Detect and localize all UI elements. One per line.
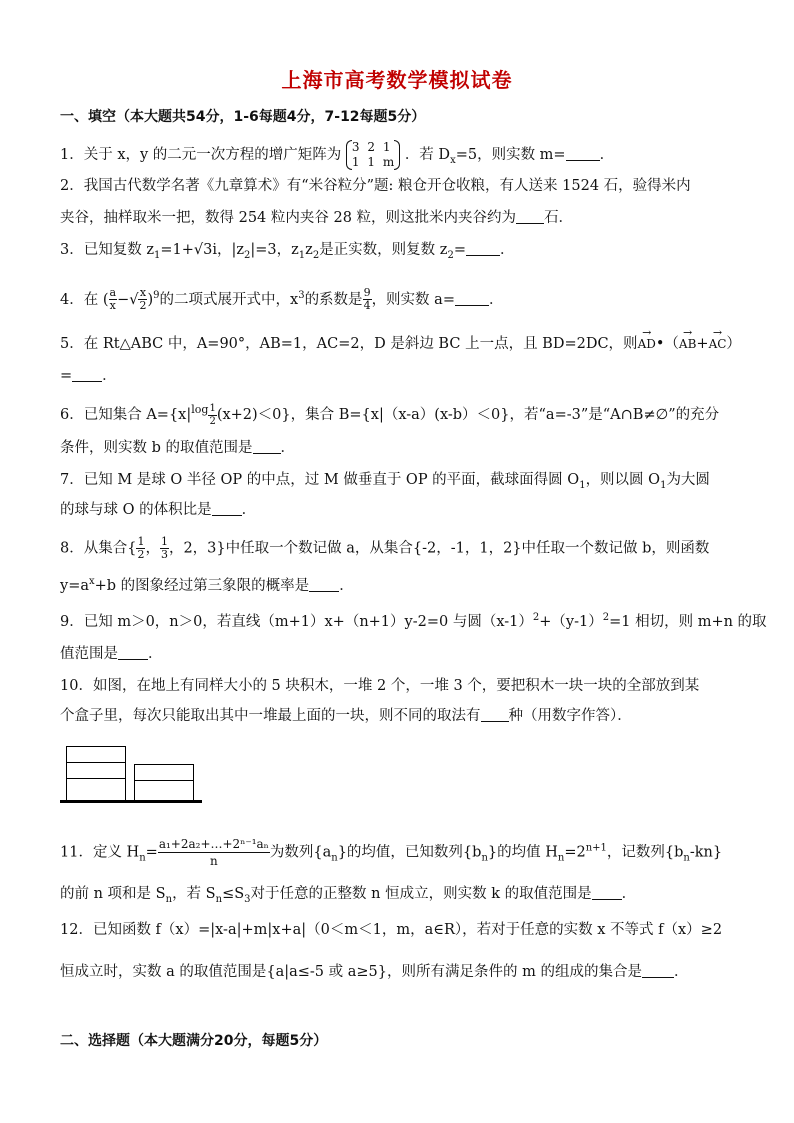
question-10-line-1: 10．如图，在地上有同样大小的 5 块积木，一堆 2 个，一堆 3 个，要把积木一块一块的全部放到某 [60, 678, 700, 694]
q3-s5: 2 [447, 249, 454, 261]
answer-blank [309, 577, 339, 592]
q4-d: 的系数是 [304, 291, 363, 308]
q4-c: 的二项式展开式中，x [159, 291, 299, 308]
q11-sub4: n [557, 852, 565, 864]
q4-exp: 9 [153, 290, 160, 301]
block [134, 780, 194, 801]
vector-ac: → AC [709, 334, 727, 354]
frac-den: 4 [363, 299, 371, 313]
q4-mid: −√ [117, 291, 139, 308]
frac-num: 9 [363, 286, 371, 300]
q2-text: 夹谷，抽样取米一把，数得 254 粒内夹谷 28 粒，则这批米内夹谷约为 [60, 210, 517, 226]
q7-a: 7．已知 M 是球 O 半径 OP 的中点，过 M 做垂直于 OP 的平面，截球面得圆 O [60, 472, 580, 488]
q1-text: 1．关于 x，y 的二元一次方程的增广矩阵为 [60, 147, 342, 163]
question-2-line-1: 2．我国古代数学名著《九章算术》有“米谷粒分”题: 粮仓开仓收粮，有人送来 1524 石，验得米内 [60, 178, 691, 194]
q11-h: -kn} [689, 844, 723, 861]
frac-den: 2 [139, 299, 147, 313]
q5-l2a: = [60, 368, 73, 384]
q3-s2: 2 [244, 249, 251, 261]
q3-g: ． [499, 242, 515, 258]
q11-sub3: n [481, 852, 488, 864]
block [134, 764, 194, 781]
q12-l2a: 恒成立时，实数 a 的取值范围是{a|a≤-5 或 a≥5}，则所有满足条件的 m 的组成的集合是 [60, 964, 642, 980]
frac-num: x [139, 286, 147, 300]
q8-l2c: ． [339, 577, 354, 594]
q9-l2a: 值范围是 [60, 646, 118, 662]
q11-a: 11．定义 H [60, 844, 140, 861]
q11-b: = [145, 844, 158, 861]
question-11-line-2 [60, 884, 636, 910]
frac-den: 3 [160, 548, 168, 561]
fraction [208, 403, 216, 428]
q6-l2b: ． [280, 440, 295, 456]
vector-ab: → AB [679, 334, 696, 354]
q3-s1: 1 [153, 249, 161, 261]
q3-d: z [305, 242, 313, 258]
q4-a: 4．在 ( [60, 291, 109, 308]
fraction [160, 536, 169, 561]
q6-b: (x+2)＜0}，集合 B={x|（x-a）(x-b）＜0}，若“a=-3”是“A∩B≠∅”的充分 [216, 407, 720, 423]
q3-s3: 1 [298, 249, 306, 261]
q10-l2a: 个盒子里，每次只能取出其中一堆最上面的一块，则不同的取法有 [60, 708, 481, 724]
q10-l2b: 种（用数字作答）． [508, 708, 632, 724]
q11-l2s2: n [215, 893, 223, 905]
vector-ad: → AD [638, 334, 656, 354]
q5-plus: + [696, 336, 709, 352]
frac-den: 2 [209, 415, 216, 427]
question-4 [60, 286, 503, 312]
q8-comma: ， [145, 540, 160, 557]
question-11-line-1 [60, 836, 722, 869]
answer-blank [253, 439, 281, 454]
answer-blank [455, 291, 489, 306]
frac-num: a [109, 286, 117, 300]
q8-l2b: +b 的图象经过第三象限的概率是 [94, 577, 310, 594]
answer-blank [481, 707, 509, 722]
section-choice-heading: 二、选择题（本大题满分20分，每题5分） [60, 1033, 328, 1049]
q9-p1: 2 [532, 612, 540, 623]
q11-l2s1: n [165, 893, 173, 905]
block [66, 762, 126, 779]
q6-log: log [191, 403, 209, 416]
q7-l2a: 的球与球 O 的体积比是 [60, 502, 212, 518]
block [66, 746, 126, 763]
q8-sup: x [89, 576, 95, 587]
q11-f: =2 [564, 844, 586, 861]
question-5-line-1 [60, 334, 741, 354]
q4-e: ，则实数 a= [371, 291, 455, 308]
q11-c: 为数列{a [269, 844, 332, 861]
question-5-line-2 [60, 366, 117, 386]
building-blocks-figure [60, 742, 202, 804]
q7-l2b: ． [241, 502, 257, 518]
q7-s2: 1 [660, 479, 667, 491]
q1-text-b: ．若 D [404, 147, 451, 163]
q9-b: +（y-1） [539, 613, 603, 630]
frac-num: 1 [160, 535, 168, 548]
q11-d: }的均值，已知数列{b [337, 844, 482, 861]
answer-blank [72, 367, 102, 382]
q6-a: 6．已知集合 A={x| [60, 407, 192, 423]
augmented-matrix [346, 140, 400, 170]
q8-l2a: y=a [60, 577, 89, 594]
q5-b: •（ [655, 336, 679, 352]
question-2-line-2 [60, 208, 573, 228]
block [66, 778, 126, 801]
question-7-line-2 [60, 500, 256, 520]
q3-c: |=3，z [250, 242, 299, 258]
question-10-line-2 [60, 706, 632, 726]
question-9-line-1 [60, 608, 767, 632]
q11-sub: n [139, 852, 146, 864]
question-8-line-1 [60, 536, 709, 561]
answer-blank [118, 645, 148, 660]
q11-sub5: n [683, 852, 690, 864]
q8-a: 8．从集合{ [60, 540, 137, 557]
q11-l2d: 对于任意的正整数 n 恒成立，则实数 k 的取值范围是 [250, 886, 592, 902]
answer-blank [566, 146, 600, 161]
q3-s4: 2 [312, 249, 320, 261]
matrix-row-1: 3 2 1 [351, 140, 391, 154]
question-8-line-2 [60, 572, 354, 596]
q12-l2b: ． [673, 964, 689, 980]
q11-g: ，记数列{b [606, 844, 684, 861]
fraction [363, 287, 372, 312]
answer-blank [592, 885, 622, 900]
page-title: 上海市高考数学模拟试卷 [281, 68, 513, 92]
question-3 [60, 240, 514, 266]
ground-line [60, 800, 202, 803]
answer-blank [212, 501, 242, 516]
q3-b: =1+√3i，|z [160, 242, 245, 258]
matrix-row-2: 1 1 m [351, 155, 395, 169]
q3-e: 是正实数，则复数 z [319, 242, 448, 258]
question-6-line-1 [60, 400, 719, 428]
q6-l2a: 条件，则实数 b 的取值范围是 [60, 440, 253, 456]
q1-sub: x [450, 154, 456, 166]
q11-sub2: n [331, 852, 338, 864]
q9-p2: 2 [602, 612, 610, 623]
question-9-line-2 [60, 644, 163, 664]
frac-num: a₁+2a₂+…+2ⁿ⁻¹aₙ [158, 837, 269, 851]
answer-blank [642, 963, 674, 978]
answer-blank [466, 241, 500, 256]
question-12-line-1: 12．已知函数 f（x）=|x-a|+m|x+a|（0＜m＜1，m，a∈R），若对于任意的实数 x 不等式 f（x）≥2 [60, 922, 723, 938]
q1-text-c: =5，则实数 m= [455, 147, 566, 163]
frac-num: 1 [137, 535, 145, 548]
q5-a: 5．在 Rt△ABC 中，A=90°，AB=1，AC=2，D 是斜边 BC 上一点，且 BD=2DC，则 [60, 336, 638, 352]
q1-text-d: ． [599, 147, 615, 163]
answer-blank [516, 209, 544, 224]
q9-a: 9．已知 m＞0，n＞0，若直线（m+1）x+（n+1）y-2=0 与圆（x-1） [60, 613, 533, 630]
q3-a: 3．已知复数 z [60, 242, 154, 258]
q11-l2s3: 3 [244, 893, 251, 905]
q8-b: ，2，3}中任取一个数记做 a，从集合{-2，-1，1，2}中任取一个数记做 b，则函数 [168, 540, 710, 557]
question-6-line-2 [60, 438, 295, 458]
fraction [158, 836, 270, 869]
q4-b: ) [147, 291, 154, 308]
q11-e: }的均值 H [487, 844, 558, 861]
question-7-line-1 [60, 470, 710, 496]
q5-c: ） [726, 336, 741, 352]
frac-den: x [109, 299, 116, 313]
frac-den: 2 [137, 548, 145, 561]
q4-exp2: 3 [298, 290, 305, 301]
q2-text-end: 石． [544, 210, 574, 226]
q11-l2e: ． [621, 886, 637, 902]
frac-den: n [209, 854, 218, 868]
q11-l2c: ≤S [222, 886, 245, 902]
q5-l2b: ． [102, 368, 117, 384]
q11-l2a: 的前 n 项和是 S [60, 886, 166, 902]
q4-f: ． [488, 291, 504, 308]
q7-c: 为大圆 [666, 472, 710, 488]
fraction [109, 287, 118, 312]
q11-sup: n+1 [585, 842, 607, 854]
q7-b: ，则以圆 O [585, 472, 661, 488]
question-12-line-2 [60, 962, 688, 982]
section-fill-in-heading: 一、填空（本大题共54分，1-6每题4分，7-12每题5分） [60, 109, 426, 125]
q9-l2b: ． [148, 646, 163, 662]
q3-f: = [453, 242, 466, 258]
q11-l2b: ，若 S [172, 886, 216, 902]
frac-num: 1 [209, 402, 216, 414]
q9-c: =1 相切，则 m+n 的取 [609, 613, 767, 630]
q7-s1: 1 [579, 479, 586, 491]
question-1 [60, 140, 614, 171]
